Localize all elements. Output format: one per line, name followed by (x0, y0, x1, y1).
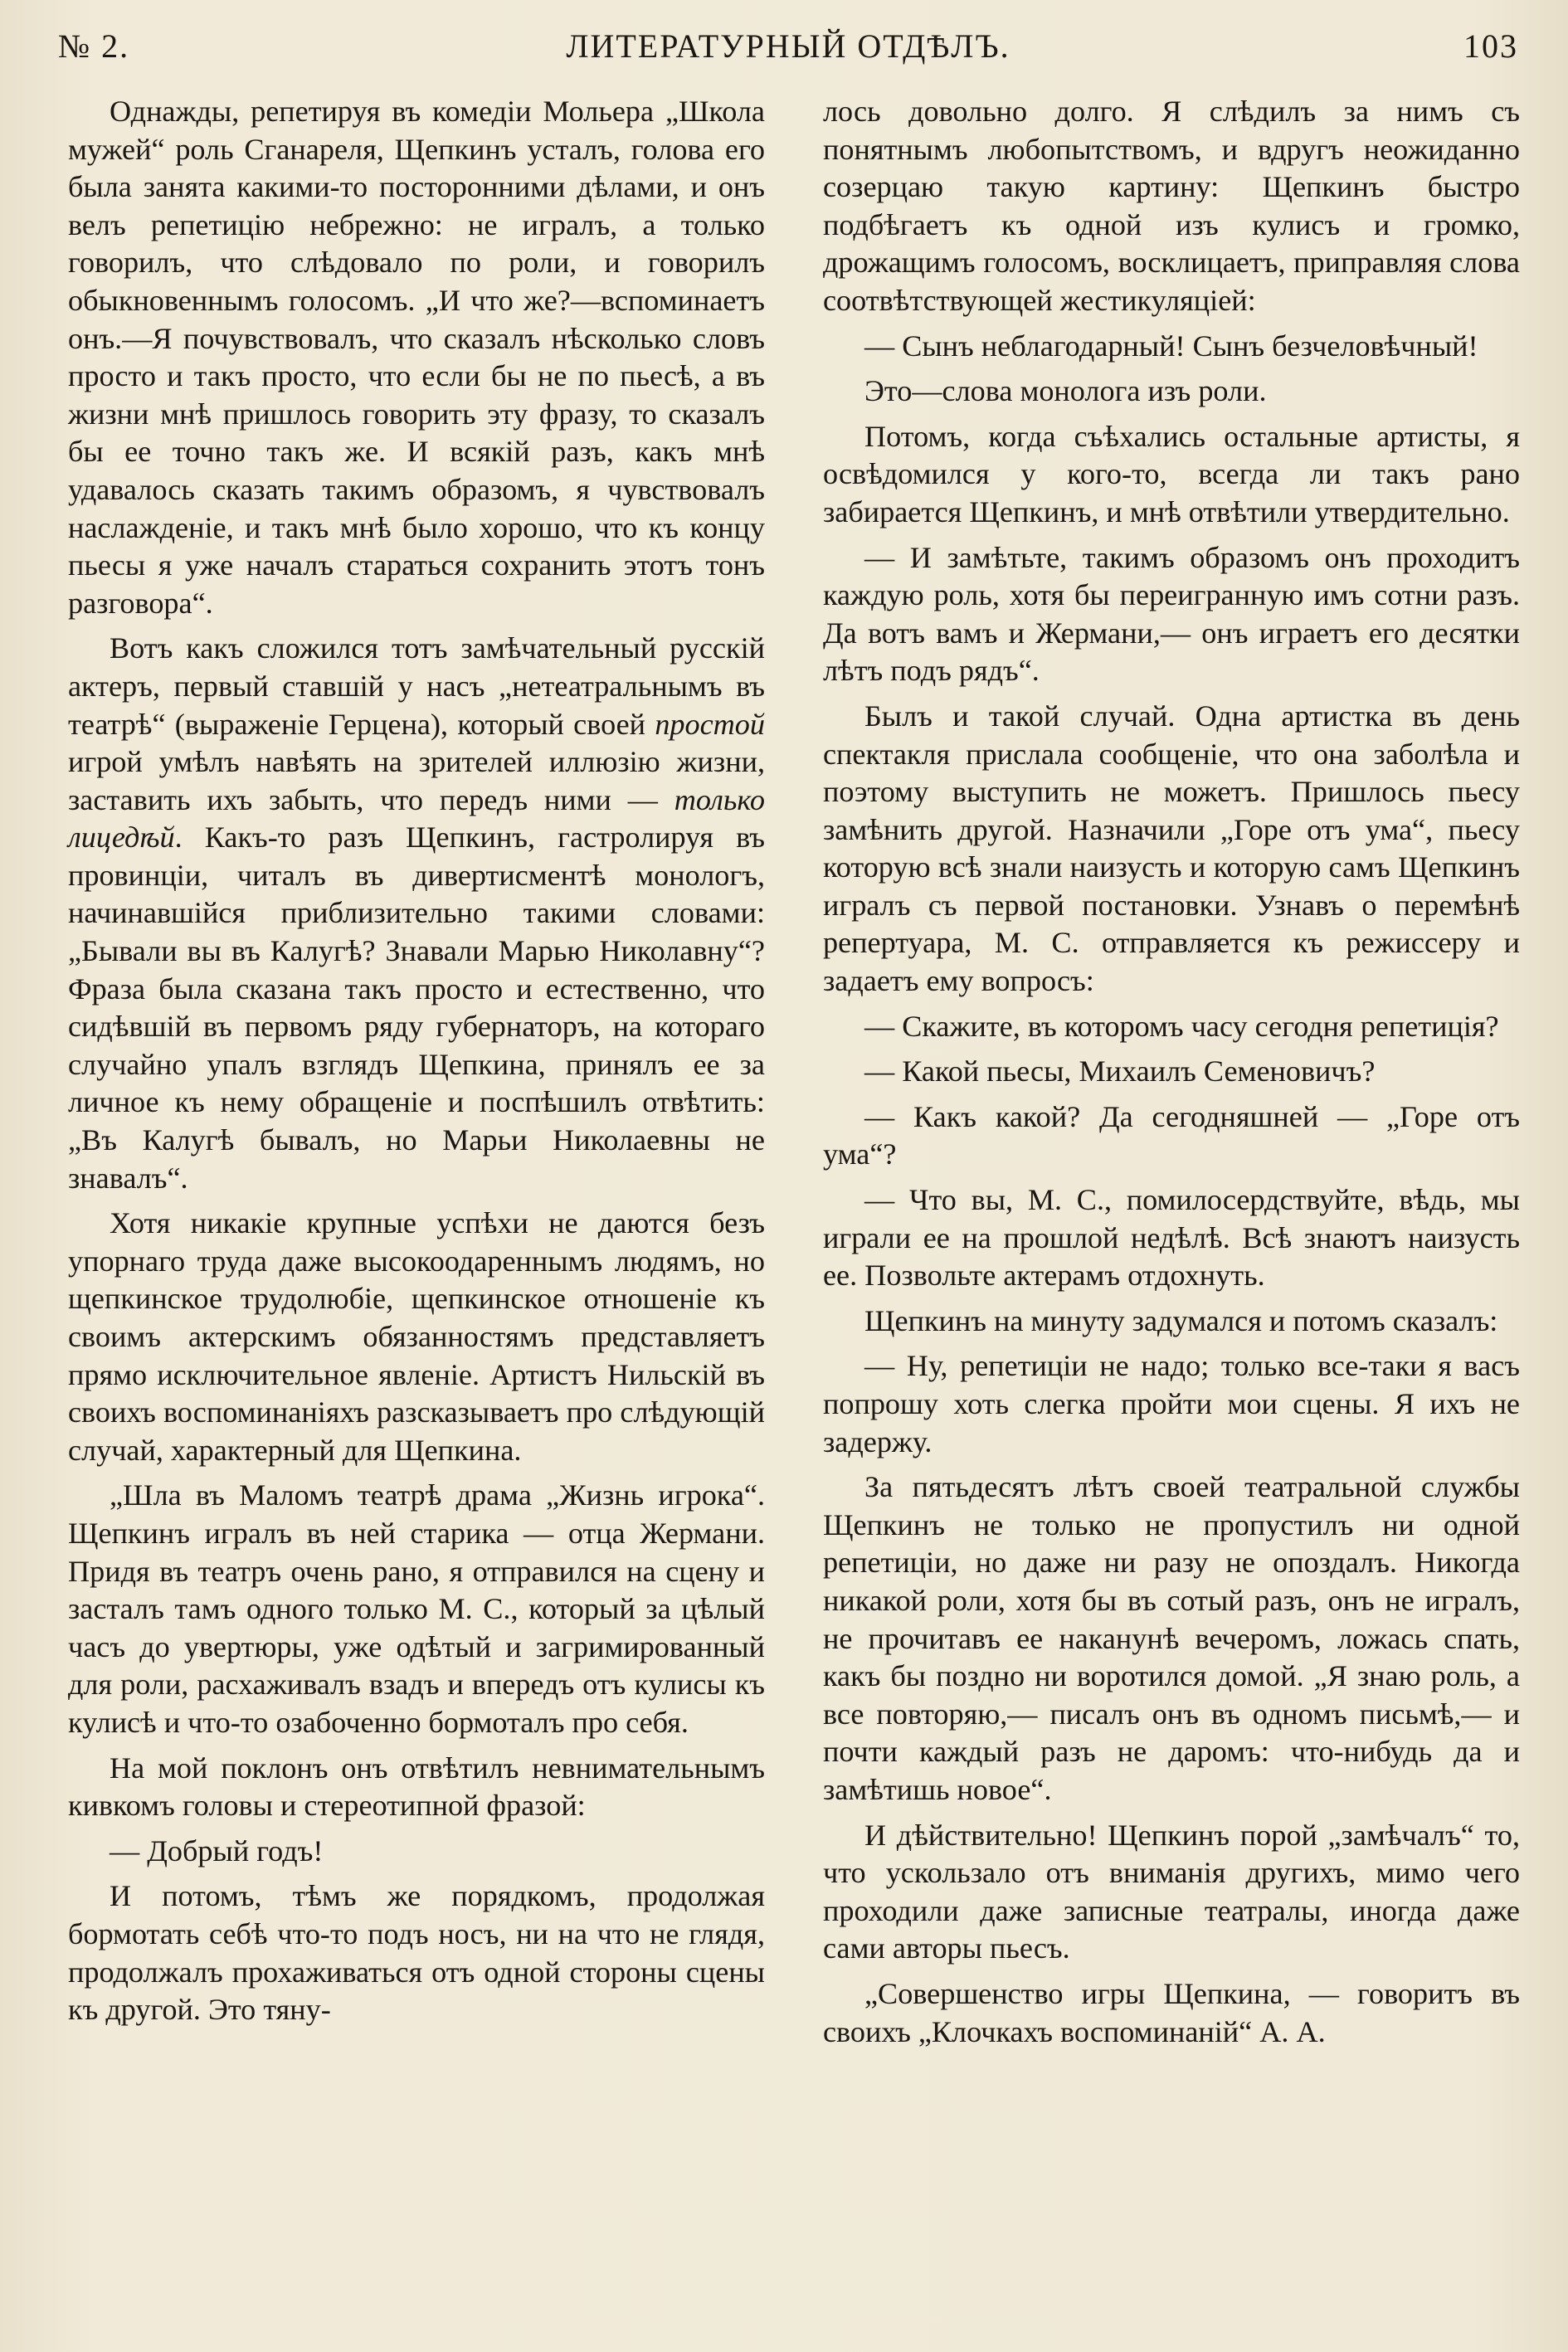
dialogue-line: — Ну, репетиціи не надо; только все-таки я васъ попрошу хоть слегка пройти мои сцены. Я ихъ не задержу. (823, 1349, 1520, 1458)
paragraph: Однажды, репетируя въ комедіи Мольера „Школа мужей“ роль Сганареля, Щепкинъ усталъ, голова его была занята какими-то посторонними дѣлами, и онъ велъ репетицію небрежно: не игралъ, а только говорилъ, что слѣдовало по роли, и говорилъ обыкновеннымъ голосомъ. „И что же?—вспоминаетъ онъ.—Я почувствовалъ, что сказалъ нѣсколько словъ просто и такъ просто, что если бы не по пьесѣ, а въ жизни мнѣ пришлось говорить эту фразу, то сказалъ бы ее точно такъ же. И всякій разъ, какъ мнѣ удавалось сказать такимъ образомъ, я чувствовалъ наслажденіе, и такъ мнѣ было хорошо, что къ концу пьесы я уже началъ стараться сохранить этотъ тонъ разговора“. (68, 95, 765, 620)
paragraph: На мой поклонъ онъ отвѣтилъ невнимательнымъ кивкомъ головы и стереотипной фразой: (68, 1751, 765, 1823)
dialogue-line: — Какой пьесы, Михаилъ Семеновичъ? (864, 1054, 1376, 1088)
paragraph (68, 630, 765, 1197)
paragraph: „Совершенство игры Щепкина, — говоритъ въ своихъ „Клочкахъ воспоминаній“ А. А. (823, 1976, 1520, 2048)
dialogue-line: — Добрый годъ! (110, 1833, 324, 1867)
paragraph-text: игрой умѣлъ навѣять на зрителей иллюзію жизни, заставить ихъ забыть, что передъ ними — (68, 745, 765, 816)
section-title: ЛИТЕРАТУРНЫЙ ОТДѢЛЪ. (566, 27, 1010, 65)
left-column (68, 93, 765, 2029)
paragraph: Былъ и такой случай. Одна артистка въ день спектакля прислала сообщеніе, что она заболѣла и поэтому выступить не можетъ. Пришлось пьесу замѣнить другой. Назначили „Горе отъ ума“, пьесу которую всѣ знали наизусть и которую самъ Щепкинъ игралъ съ первой постановки. Узнавъ о перемѣнѣ репертуара, М. С. отправляется къ режиссеру и задаетъ ему вопросъ: (823, 699, 1520, 998)
running-head (58, 17, 1518, 75)
paragraph: „Шла въ Маломъ театрѣ драма „Жизнь игрока“. Щепкинъ игралъ въ ней старика — отца Жермани. Придя въ театръ очень рано, я отправился на сцену и засталъ тамъ одного только М. С., который за цѣлый часъ до увертюры, уже одѣтый и загримированный для роли, расхаживалъ взадъ и впередъ отъ кулисы къ кулисѣ и что-то озабоченно бормоталъ про себя. (68, 1478, 765, 1739)
dialogue-line: — И замѣтьте, такимъ образомъ онъ проходитъ каждую роль, хотя бы переигранную имъ сотни разъ. Да вотъ вамъ и Жермани,— онъ играетъ его десятки лѣтъ подъ рядъ“. (823, 540, 1520, 688)
right-column (823, 93, 1520, 2051)
paragraph: И дѣйствительно! Щепкинъ порой „замѣчалъ“ то, что ускользало отъ вниманія другихъ, мимо чего проходили даже записные театралы, иногда даже сами авторы пьесъ. (823, 1818, 1520, 1965)
paragraph-text: Вотъ какъ сложился тотъ замѣчательный русскій актеръ, первый ставшій у насъ „нетеатральнымъ въ театрѣ“ (выраженіе Герцена), который своей (68, 631, 765, 741)
emphasis-text: простой (655, 707, 765, 741)
paragraph-text: . Какъ-то разъ Щепкинъ, гастролируя въ провинціи, читалъ въ дивертисментѣ монологъ, начинавшійся приблизительно такими словами: „Бывали вы въ Калугѣ? Знавали Марью Николавну“? Фраза была сказана такъ просто и естественно, что сидѣвшій въ первомъ ряду губернаторъ, на котораго случайно упалъ взглядъ Щепкина, принялъ ее за личное къ нему обращеніе и поспѣшилъ отвѣтить: „Въ Калугѣ бывалъ, но Марьи Николаевны не знавалъ“. (68, 821, 765, 1195)
paragraph: Хотя никакіе крупные успѣхи не даются безъ упорнаго труда даже высокоодареннымъ людямъ, но щепкинское трудолюбіе, щепкинское отношеніе къ своимъ актерскимъ обязанностямъ представляетъ прямо исключительное явленіе. Артистъ Нильскій въ своихъ воспоминаніяхъ разсказываетъ про слѣдующій случай, характерный для Щепкина. (68, 1206, 765, 1467)
dialogue-line: — Что вы, М. С., помилосердствуйте, вѣдь, мы играли ее на прошлой недѣлѣ. Всѣ знаютъ наизусть ее. Позвольте актерамъ отдохнуть. (823, 1183, 1520, 1293)
paragraph: лось довольно долго. Я слѣдилъ за нимъ съ понятнымъ любопытствомъ, и вдругъ неожиданно созерцаю такую картину: Щепкинъ быстро подбѣгаетъ къ одной изъ кулисъ и громко, дрожащимъ голосомъ, восклицаетъ, приправляя слова соотвѣтствующей жестикуляціей: (823, 95, 1520, 317)
dialogue-line: — Сынъ неблагодарный! Сынъ безчеловѣчный! (864, 329, 1478, 363)
paragraph: И потомъ, тѣмъ же порядкомъ, продолжая бормотать себѣ что-то подъ носъ, ни на что не глядя, продолжалъ прохаживаться отъ одной стороны сцены къ другой. Это тяну- (68, 1879, 765, 2027)
paragraph: Потомъ, когда съѣхались остальные артисты, я освѣдомился у кого-то, всегда ли такъ рано забирается Щепкинъ, и мнѣ отвѣтили утвердительно. (823, 419, 1520, 528)
paragraph: Щепкинъ на минуту задумался и потомъ сказалъ: (864, 1303, 1498, 1337)
dialogue-line: — Скажите, въ которомъ часу сегодня репетиція? (864, 1009, 1499, 1043)
paragraph: Это—слова монолога изъ роли. (864, 374, 1267, 408)
dialogue-line: — Какъ какой? Да сегодняшней — „Горе отъ ума“? (823, 1099, 1520, 1171)
emphasis-text: только лицедѣй (68, 782, 765, 855)
paragraph: За пятьдесятъ лѣтъ своей театральной службы Щепкинъ не только не пропустилъ ни одной репетиціи, но даже ни разу не опоздалъ. Никогда никакой роли, хотя бы въ сотый разъ, онъ не игралъ, не прочитавъ ее наканунѣ вечеромъ, ложась спать, какъ бы поздно ни воротился домой. „Я знаю роль, а все повторяю,— писалъ онъ въ одномъ письмѣ,— и почти каждый разъ не даромъ: что-нибудь да и замѣтишь новое“. (823, 1470, 1520, 1806)
issue-number: № 2. (58, 27, 130, 65)
page-number: 103 (1463, 27, 1518, 65)
